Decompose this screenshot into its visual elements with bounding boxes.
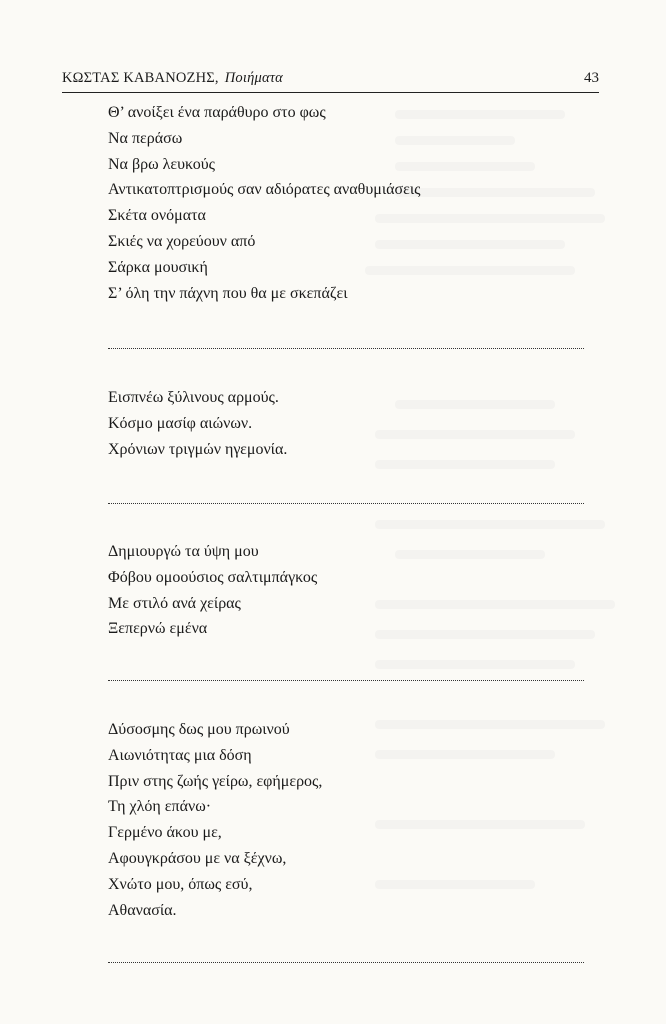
verse-line: Χνώτο μου, όπως εσύ,	[108, 875, 253, 893]
verse-line: Δύσοσμης δως μου πρωινού	[108, 721, 290, 738]
verse-line: Κόσμο μασίφ αιώνων.	[108, 414, 253, 432]
dotted-separator	[108, 348, 584, 349]
verse-line: Εισπνέω ξύλινους αρμούς.	[108, 389, 279, 406]
stanza-1	[108, 100, 420, 306]
page-number: 43	[584, 70, 599, 86]
running-header-title	[62, 70, 283, 87]
dotted-separator	[108, 503, 584, 504]
stanza-4	[108, 717, 322, 923]
verse-line: Θ’ ανοίξει ένα παράθυρο στο φως	[108, 104, 326, 121]
running-header	[62, 70, 599, 93]
verse-line: Ξεπερνώ εμένα	[108, 620, 208, 638]
work-title: Ποιήματα	[224, 70, 283, 86]
verse-line: Γερμένο άκου με,	[108, 824, 222, 842]
verse-line: Να βρω λευκούς	[108, 155, 215, 173]
stanza-2	[108, 385, 287, 462]
dotted-separator	[108, 962, 584, 963]
dotted-separator	[108, 680, 584, 681]
verse-line: Αντικατοπτρισμούς σαν αδιόρατες αναθυμιάσεις	[108, 181, 421, 199]
verse-line: Αφουγκράσου με να ξέχνω,	[108, 849, 287, 867]
verse-line: Σάρκα μουσική	[108, 258, 208, 276]
author-name: ΚΩΣΤΑΣ ΚΑΒΑΝΟΖΗΣ,	[62, 70, 219, 86]
verse-line: Δημιουργώ τα ύψη μου	[108, 543, 259, 560]
verse-line: Πριν στης ζωής γείρω, εφήμερος,	[108, 772, 323, 790]
verse-line: Φόβου ομοούσιος σαλτιμπάγκος	[108, 568, 318, 586]
verse-line: Σ’ όλη την πάχνη που θα με σκεπάζει	[108, 284, 348, 302]
verse-line: Σκέτα ονόματα	[108, 207, 206, 225]
verse-line: Με στιλό ανά χείρας	[108, 594, 241, 612]
verse-line: Αθανασία.	[108, 901, 177, 919]
verse-line: Τη χλόη επάνω·	[108, 798, 212, 816]
verse-line: Αιωνιότητας μια δόση	[108, 746, 252, 764]
verse-line: Σκιές να χορεύουν από	[108, 232, 256, 250]
verse-line: Χρόνιων τριγμών ηγεμονία.	[108, 440, 288, 458]
stanza-3	[108, 539, 317, 642]
verse-line: Να περάσω	[108, 129, 183, 147]
